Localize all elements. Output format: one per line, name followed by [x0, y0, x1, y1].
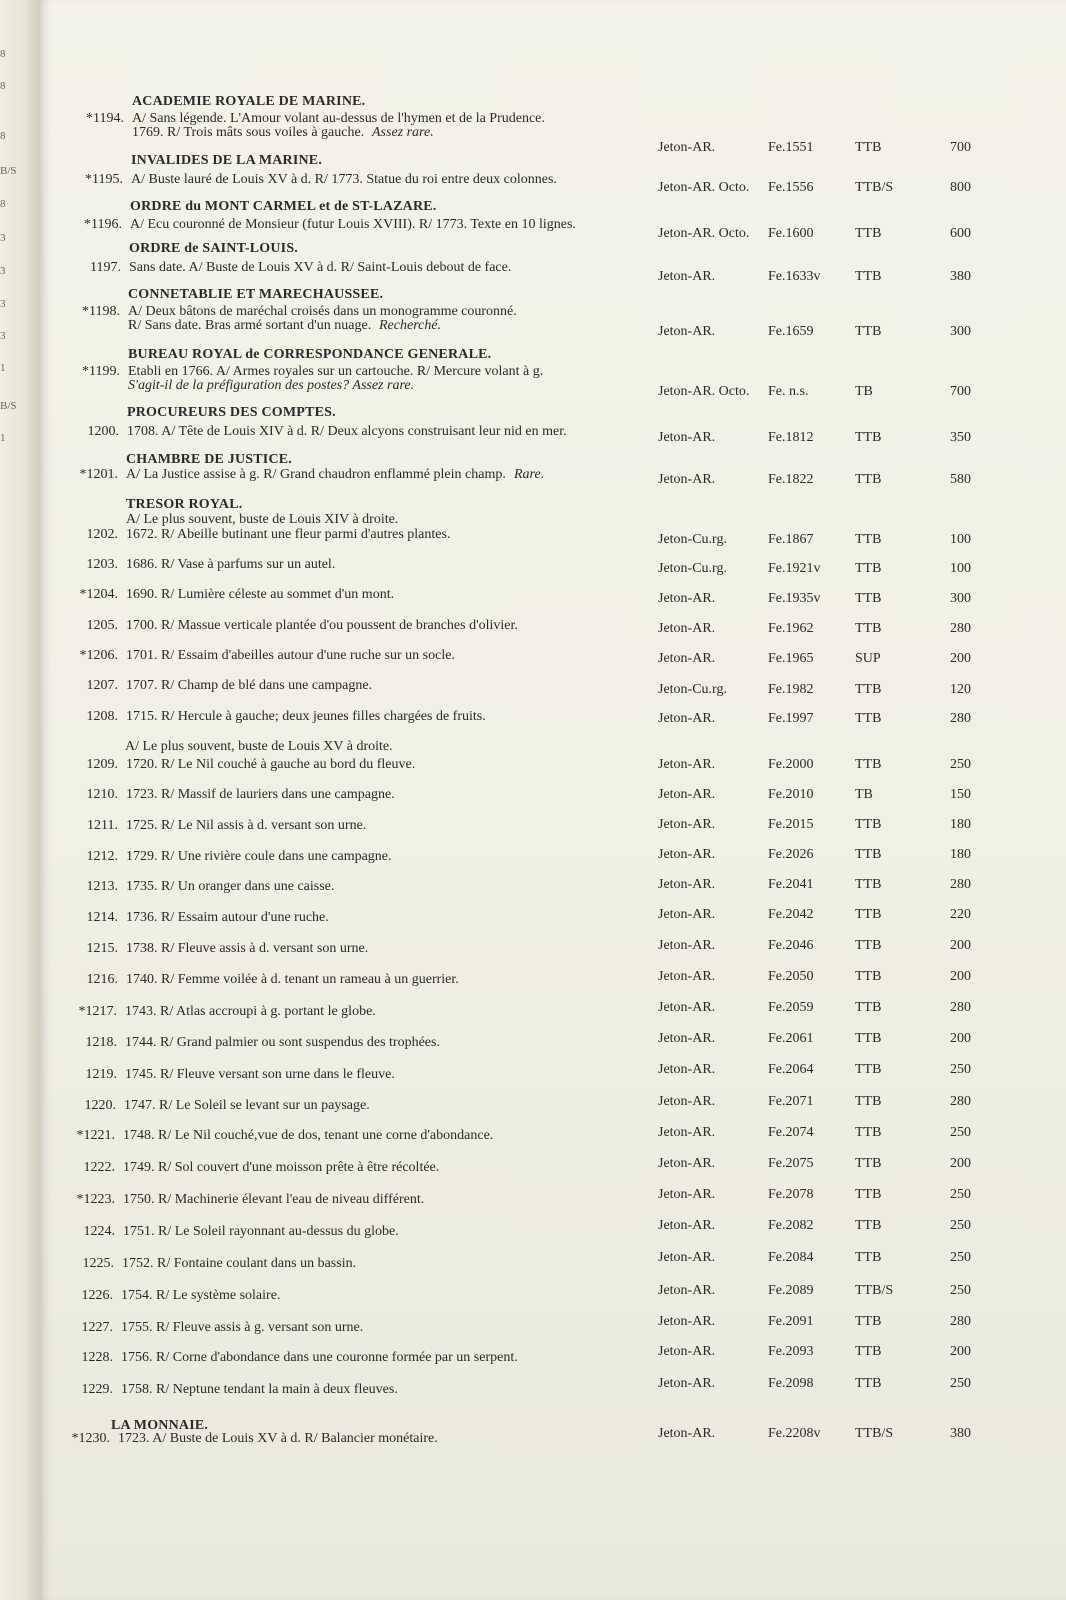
lot-grade: TTB — [855, 1000, 882, 1015]
lot-description: R/ Sans date. Bras armé sortant d'un nuage. — [128, 318, 372, 333]
lot-grade: TTB — [855, 1187, 882, 1202]
lot-description: 1701. R/ Essaim d'abeilles autour d'une ruche sur un socle. — [126, 648, 455, 663]
lot-description: 1686. R/ Vase à parfums sur un autel. — [126, 557, 336, 572]
lot-number: *1196. — [84, 217, 122, 232]
lot-reference: Fe.2015 — [768, 817, 814, 832]
lot-reference: Fe.2064 — [768, 1062, 814, 1077]
edge-mark: 3 — [0, 330, 6, 342]
lot-number: *1217. — [78, 1004, 117, 1019]
lot-number: 1197. — [90, 260, 121, 275]
lot-type: Jeton-AR. — [658, 1376, 716, 1391]
lot-grade: TTB — [855, 938, 882, 953]
lot-number: 1226. — [81, 1288, 113, 1303]
lot-number: 1218. — [85, 1035, 117, 1050]
section-heading: CHAMBRE DE JUSTICE. — [126, 452, 292, 467]
lot-grade: TB — [855, 787, 873, 802]
lot-reference: Fe.2046 — [768, 938, 814, 953]
lot-description: 1756. R/ Corne d'abondance dans une couronne formée par un serpent. — [121, 1350, 518, 1365]
lot-reference: Fe.1965 — [768, 651, 814, 666]
lot-grade: TTB — [855, 1344, 882, 1359]
lot-price: 100 — [950, 532, 971, 547]
lot-grade: TTB — [855, 269, 882, 284]
lot-grade: TTB — [855, 711, 882, 726]
lot-grade: TTB — [855, 324, 882, 339]
lot-description: 1723. R/ Massif de lauriers dans une campagne. — [126, 787, 395, 802]
lot-grade: TTB — [855, 430, 882, 445]
lot-price: 220 — [950, 907, 971, 922]
lot-description: 1690. R/ Lumière céleste au sommet d'un mont. — [126, 587, 395, 602]
lot-number: 1203. — [86, 557, 118, 572]
lot-grade: TTB/S — [855, 1426, 894, 1441]
lot-description: 1750. R/ Machinerie élevant l'eau de niveau différent. — [123, 1192, 425, 1207]
lot-type: Jeton-AR. — [658, 1344, 716, 1359]
lot-reference: Fe.2075 — [768, 1156, 814, 1171]
lot-grade: TTB — [855, 907, 882, 922]
lot-type: Jeton-AR. — [658, 472, 716, 487]
lot-type: Jeton-AR. — [658, 817, 716, 832]
lot-grade: TTB — [855, 1156, 882, 1171]
lot-number: 1220. — [84, 1098, 116, 1113]
lot-price: 280 — [950, 1000, 971, 1015]
lot-price: 200 — [950, 969, 971, 984]
lot-grade: TB — [855, 384, 873, 399]
lot-type: Jeton-AR. — [658, 847, 716, 862]
edge-mark: 8 — [0, 198, 6, 210]
edge-mark: 1 — [0, 362, 6, 374]
lot-description: 1751. R/ Le Soleil rayonnant au-dessus du globe. — [123, 1224, 399, 1239]
lot-price: 600 — [950, 226, 971, 241]
lot-grade: TTB — [855, 1125, 882, 1140]
section-heading: PROCUREURS DES COMPTES. — [127, 405, 336, 420]
lot-reference: Fe.1822 — [768, 472, 814, 487]
edge-mark: B/S — [0, 400, 17, 412]
section-heading: BUREAU ROYAL de CORRESPONDANCE GENERALE. — [128, 347, 492, 362]
lot-number: 1211. — [87, 818, 118, 833]
lot-number: *1230. — [71, 1431, 110, 1446]
lot-type: Jeton-AR. — [658, 907, 716, 922]
lot-number: *1204. — [79, 587, 118, 602]
lot-number: 1227. — [81, 1320, 113, 1335]
lot-number: *1194. — [86, 111, 124, 126]
lot-reference: Fe.2093 — [768, 1344, 814, 1359]
lot-type: Jeton-AR. — [658, 1000, 716, 1015]
lot-reference: Fe.1551 — [768, 140, 814, 155]
lot-price: 200 — [950, 938, 971, 953]
lot-grade: TTB — [855, 1250, 882, 1265]
lot-description: Sans date. A/ Buste de Louis XV à d. R/ Saint-Louis debout de face. — [129, 260, 512, 275]
lot-reference: Fe.2071 — [768, 1094, 814, 1109]
lot-reference: Fe.1921v — [768, 561, 821, 576]
lot-reference: Fe.1962 — [768, 621, 814, 636]
lot-reference: Fe.2050 — [768, 969, 814, 984]
section-heading: CONNETABLIE ET MARECHAUSSEE. — [128, 287, 384, 302]
lot-number: 1208. — [86, 709, 118, 724]
lot-reference: Fe.1812 — [768, 430, 814, 445]
lot-price: 580 — [950, 472, 971, 487]
lot-price: 250 — [950, 757, 971, 772]
lot-number: 1212. — [86, 849, 118, 864]
lot-type: Jeton-AR. Octo. — [658, 384, 750, 399]
lot-description: 1758. R/ Neptune tendant la main à deux fleuves. — [121, 1382, 398, 1397]
lot-price: 700 — [950, 384, 971, 399]
lot-number: 1224. — [83, 1224, 115, 1239]
lot-type: Jeton-AR. Octo. — [658, 180, 750, 195]
lot-remark: Recherché. — [379, 318, 442, 333]
lot-reference: Fe.2026 — [768, 847, 814, 862]
lot-description: A/ Sans légende. L'Amour volant au-dessus de l'hymen et de la Prudence. — [132, 111, 545, 126]
lot-description: 1723. A/ Buste de Louis XV à d. R/ Balancier monétaire. — [118, 1431, 438, 1446]
lot-type: Jeton-AR. — [658, 1187, 716, 1202]
lot-price: 700 — [950, 140, 971, 155]
lot-number: *1201. — [79, 467, 118, 482]
lot-number: 1222. — [83, 1160, 115, 1175]
section-heading: ORDRE du MONT CARMEL et de ST-LAZARE. — [130, 199, 437, 214]
lot-grade: TTB — [855, 621, 882, 636]
edge-mark: 8 — [0, 130, 6, 142]
section-heading: TRESOR ROYAL. — [126, 497, 243, 512]
lot-reference: Fe.2059 — [768, 1000, 814, 1015]
lot-price: 280 — [950, 877, 971, 892]
lot-reference: Fe.2091 — [768, 1314, 814, 1329]
lot-grade: TTB/S — [855, 180, 894, 195]
lot-description: A/ Buste lauré de Louis XV à d. R/ 1773. Statue du roi entre deux colonnes. — [131, 172, 557, 187]
lot-number: 1225. — [82, 1256, 114, 1271]
lot-description: 1736. R/ Essaim autour d'une ruche. — [126, 910, 329, 925]
lot-price: 100 — [950, 561, 971, 576]
lot-description: 1725. R/ Le Nil assis à d. versant son urne. — [126, 818, 367, 833]
lot-reference: Fe.1997 — [768, 711, 814, 726]
lot-price: 300 — [950, 324, 971, 339]
lot-grade: SUP — [855, 651, 881, 666]
lot-price: 200 — [950, 1031, 971, 1046]
lot-number: 1229. — [81, 1382, 113, 1397]
lot-type: Jeton-AR. — [658, 621, 716, 636]
lot-reference: Fe.2084 — [768, 1250, 814, 1265]
lot-type: Jeton-AR. — [658, 651, 716, 666]
lot-description: 1743. R/ Atlas accroupi à g. portant le globe. — [125, 1004, 376, 1019]
lot-description: 1754. R/ Le système solaire. — [121, 1288, 281, 1303]
lot-reference: Fe. n.s. — [768, 384, 809, 399]
lot-description: 1735. R/ Un oranger dans une caisse. — [126, 879, 335, 894]
lot-price: 280 — [950, 621, 971, 636]
lot-price: 250 — [950, 1283, 971, 1298]
lot-description: 1708. A/ Tête de Louis XIV à d. R/ Deux alcyons construisant leur nid en mer. — [127, 424, 567, 439]
lot-type: Jeton-Cu.rg. — [658, 532, 727, 547]
edge-mark: 3 — [0, 298, 6, 310]
lot-grade: TTB — [855, 847, 882, 862]
lot-type: Jeton-AR. — [658, 1156, 716, 1171]
lot-type: Jeton-AR. — [658, 757, 716, 772]
lot-number: 1214. — [86, 910, 118, 925]
lot-price: 250 — [950, 1376, 971, 1391]
lot-price: 250 — [950, 1062, 971, 1077]
lot-reference: Fe.1600 — [768, 226, 814, 241]
lot-grade: TTB — [855, 591, 882, 606]
lot-grade: TTB — [855, 1031, 882, 1046]
lot-grade: TTB — [855, 1376, 882, 1391]
lot-description: 1729. R/ Une rivière coule dans une campagne. — [126, 849, 392, 864]
lot-price: 800 — [950, 180, 971, 195]
lot-remark: S'agit-il de la préfiguration des postes? Assez rare. — [128, 378, 415, 393]
lot-type: Jeton-AR. — [658, 938, 716, 953]
lot-reference: Fe.1633v — [768, 269, 821, 284]
lot-price: 380 — [950, 1426, 971, 1441]
lot-number: 1200. — [87, 424, 119, 439]
lot-reference: Fe.2208v — [768, 1426, 821, 1441]
lot-description: 1755. R/ Fleuve assis à g. versant son urne. — [121, 1320, 364, 1335]
lot-description: A/ Ecu couronné de Monsieur (futur Louis XVIII). R/ 1773. Texte en 10 lignes. — [130, 217, 576, 232]
lot-grade: TTB — [855, 1314, 882, 1329]
lot-price: 380 — [950, 269, 971, 284]
lot-description: 1720. R/ Le Nil couché à gauche au bord du fleuve. — [126, 757, 416, 772]
lot-type: Jeton-Cu.rg. — [658, 682, 727, 697]
lot-grade: TTB — [855, 472, 882, 487]
lot-grade: TTB — [855, 140, 882, 155]
lot-reference: Fe.2089 — [768, 1283, 814, 1298]
lot-reference: Fe.2042 — [768, 907, 814, 922]
lot-price: 280 — [950, 1314, 971, 1329]
lot-grade: TTB — [855, 561, 882, 576]
lot-description: 1740. R/ Femme voilée à d. tenant un rameau à un guerrier. — [126, 972, 459, 987]
lot-type: Jeton-AR. — [658, 1283, 716, 1298]
lot-reference: Fe.2098 — [768, 1376, 814, 1391]
lot-type: Jeton-AR. Octo. — [658, 226, 750, 241]
lot-grade: TTB — [855, 1062, 882, 1077]
lot-remark: Assez rare. — [372, 125, 434, 140]
lot-price: 280 — [950, 1094, 971, 1109]
edge-mark: 8 — [0, 80, 6, 92]
lot-price: 250 — [950, 1218, 971, 1233]
lot-reference: Fe.2078 — [768, 1187, 814, 1202]
section-heading: ORDRE de SAINT-LOUIS. — [129, 241, 299, 256]
lot-number: *1199. — [82, 364, 120, 379]
lot-description: 1745. R/ Fleuve versant son urne dans le fleuve. — [125, 1067, 395, 1082]
lot-number: *1223. — [76, 1192, 115, 1207]
lot-number: 1205. — [86, 618, 118, 633]
lot-number: 1209. — [86, 757, 118, 772]
lot-number: 1210. — [86, 787, 118, 802]
lot-description: 1672. R/ Abeille butinant une fleur parmi d'autres plantes. — [126, 527, 451, 542]
lot-grade: TTB — [855, 817, 882, 832]
lot-price: 250 — [950, 1125, 971, 1140]
lot-number: 1207. — [86, 678, 118, 693]
lot-grade: TTB — [855, 1094, 882, 1109]
lot-grade: TTB — [855, 532, 882, 547]
lot-price: 250 — [950, 1187, 971, 1202]
lot-price: 200 — [950, 651, 971, 666]
lot-description: 1747. R/ Le Soleil se levant sur un paysage. — [124, 1098, 370, 1113]
edge-mark: 1 — [0, 432, 6, 444]
lot-reference: Fe.1982 — [768, 682, 814, 697]
lot-type: Jeton-AR. — [658, 711, 716, 726]
lot-reference: Fe.2010 — [768, 787, 814, 802]
lot-remark: Rare. — [514, 467, 545, 482]
lot-description: 1707. R/ Champ de blé dans une campagne. — [126, 678, 373, 693]
lot-reference: Fe.1556 — [768, 180, 814, 195]
section-heading: ACADEMIE ROYALE DE MARINE. — [132, 94, 366, 109]
lot-type: Jeton-AR. — [658, 430, 716, 445]
lot-reference: Fe.1935v — [768, 591, 821, 606]
lot-type: Jeton-AR. — [658, 1125, 716, 1140]
lot-type: Jeton-AR. — [658, 787, 716, 802]
lot-price: 180 — [950, 847, 971, 862]
lot-reference: Fe.2074 — [768, 1125, 814, 1140]
lot-price: 280 — [950, 711, 971, 726]
lot-description: 1752. R/ Fontaine coulant dans un bassin. — [122, 1256, 357, 1271]
lot-number: 1213. — [86, 879, 118, 894]
lot-type: Jeton-Cu.rg. — [658, 561, 727, 576]
lot-reference: Fe.1867 — [768, 532, 814, 547]
lot-description: 1715. R/ Hercule à gauche; deux jeunes filles chargées de fruits. — [126, 709, 486, 724]
lot-type: Jeton-AR. — [658, 1250, 716, 1265]
lot-description: 1769. R/ Trois mâts sous voiles à gauche. — [132, 125, 365, 140]
lot-grade: TTB — [855, 757, 882, 772]
lot-type: Jeton-AR. — [658, 140, 716, 155]
lot-description: A/ Deux bâtons de maréchal croisés dans un monogramme couronné. — [128, 304, 517, 319]
subheading: A/ Le plus souvent, buste de Louis XV à droite. — [125, 739, 393, 754]
catalog-page — [40, 0, 1066, 1600]
lot-description: Etabli en 1766. A/ Armes royales sur un cartouche. R/ Mercure volant à g. — [128, 364, 544, 379]
lot-description: 1700. R/ Massue verticale plantée d'ou poussent de branches d'olivier. — [126, 618, 518, 633]
lot-price: 180 — [950, 817, 971, 832]
lot-description: 1738. R/ Fleuve assis à d. versant son urne. — [126, 941, 369, 956]
edge-mark: 3 — [0, 232, 6, 244]
lot-description: A/ La Justice assise à g. R/ Grand chaudron enflammé plein champ. — [126, 467, 506, 482]
lot-price: 200 — [950, 1344, 971, 1359]
subheading: A/ Le plus souvent, buste de Louis XIV à droite. — [126, 512, 399, 527]
lot-number: 1228. — [81, 1350, 113, 1365]
lot-grade: TTB — [855, 226, 882, 241]
lot-type: Jeton-AR. — [658, 1314, 716, 1329]
lot-price: 150 — [950, 787, 971, 802]
lot-grade: TTB/S — [855, 1283, 894, 1298]
lot-number: 1202. — [86, 527, 118, 542]
lot-number: *1221. — [76, 1128, 115, 1143]
lot-description: 1744. R/ Grand palmier ou sont suspendus des trophées. — [125, 1035, 440, 1050]
lot-type: Jeton-AR. — [658, 324, 716, 339]
lot-description: 1749. R/ Sol couvert d'une moisson prête à être récoltée. — [123, 1160, 440, 1175]
lot-grade: TTB — [855, 969, 882, 984]
lot-number: *1195. — [85, 172, 123, 187]
lot-type: Jeton-AR. — [658, 877, 716, 892]
lot-price: 350 — [950, 430, 971, 445]
lot-type: Jeton-AR. — [658, 969, 716, 984]
edge-mark: 3 — [0, 265, 6, 277]
lot-grade: TTB — [855, 877, 882, 892]
lot-number: *1198. — [82, 304, 120, 319]
lot-reference: Fe.2041 — [768, 877, 814, 892]
lot-type: Jeton-AR. — [658, 1218, 716, 1233]
lot-type: Jeton-AR. — [658, 1062, 716, 1077]
lot-type: Jeton-AR. — [658, 1094, 716, 1109]
lot-price: 250 — [950, 1250, 971, 1265]
lot-type: Jeton-AR. — [658, 1031, 716, 1046]
edge-mark: 8 — [0, 48, 6, 60]
lot-reference: Fe.1659 — [768, 324, 814, 339]
lot-reference: Fe.2082 — [768, 1218, 814, 1233]
lot-number: 1215. — [86, 941, 118, 956]
lot-price: 200 — [950, 1156, 971, 1171]
lot-grade: TTB — [855, 1218, 882, 1233]
lot-number: *1206. — [79, 648, 118, 663]
edge-mark: B/S — [0, 165, 17, 177]
lot-grade: TTB — [855, 682, 882, 697]
lot-number: 1219. — [85, 1067, 117, 1082]
section-heading: LA MONNAIE. — [111, 1418, 209, 1433]
lot-type: Jeton-AR. — [658, 591, 716, 606]
lot-price: 120 — [950, 682, 971, 697]
lot-type: Jeton-AR. — [658, 1426, 716, 1441]
lot-number: 1216. — [86, 972, 118, 987]
lot-description: 1748. R/ Le Nil couché,vue de dos, tenant une corne d'abondance. — [123, 1128, 494, 1143]
lot-reference: Fe.2061 — [768, 1031, 814, 1046]
lot-type: Jeton-AR. — [658, 269, 716, 284]
lot-price: 300 — [950, 591, 971, 606]
lot-reference: Fe.2000 — [768, 757, 814, 772]
section-heading: INVALIDES DE LA MARINE. — [131, 153, 323, 168]
